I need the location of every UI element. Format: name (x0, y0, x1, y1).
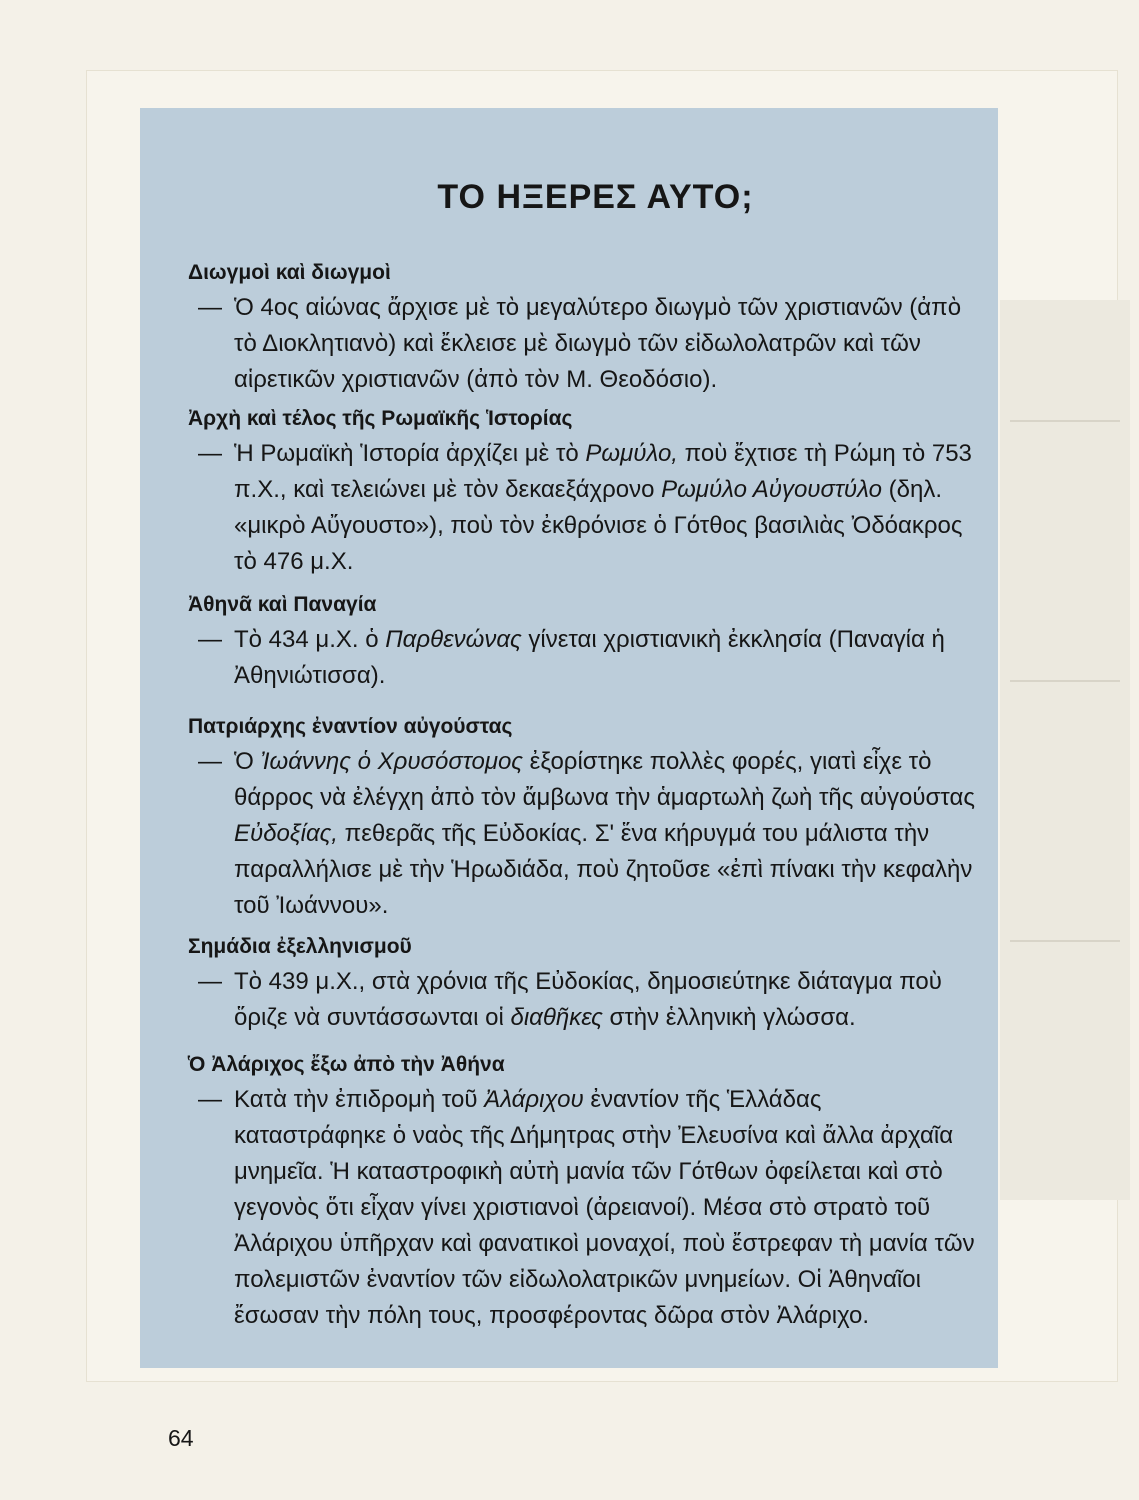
bleed-through-area (1000, 300, 1130, 1200)
section-patriarch (188, 712, 978, 924)
italic-term: Ἰωάννης ὁ Χρυσόστομος (260, 748, 523, 775)
dash-mark: — (198, 440, 222, 467)
page-title: ΤΟ ΗΞΕΡΕΣ ΑΥΤΟ; (437, 178, 754, 216)
dash-mark: — (198, 294, 222, 321)
page-number: 64 (168, 1425, 194, 1451)
bleed-through-line (1010, 420, 1120, 422)
dash-mark: — (198, 626, 222, 653)
section-text: — Ἡ Ρωμαϊκὴ Ἱστορία ἀρχίζει μὲ τὸ Ρωμύλο, ποὺ ἔχτισε τὴ Ρώμη τὸ 753 π.Χ., καὶ τελειώνει μὲ τὸν δεκαεξάχρονο Ρωμύλο Αὐγουστύλο (δηλ. «μικρὸ Αὔγουστο»), ποὺ τὸν ἐκθρόνισε ὁ Γότθος βασιλιὰς Ὀδόακρος τὸ 476 μ.Χ. (188, 436, 978, 580)
section-heading: Σημάδια ἐξελληνισμοῦ (188, 935, 412, 958)
section-text: — Τὸ 434 μ.Χ. ὁ Παρθενώνας γίνεται χριστιανικὴ ἐκκλησία (Παναγία ἡ Ἀθηνιώτισσα). (188, 622, 978, 694)
italic-term: διαθῆκες (510, 1004, 603, 1031)
section-heading: Ἀρχὴ καὶ τέλος τῆς Ρωμαϊκῆς Ἱστορίας (188, 407, 573, 430)
italic-term: Ἀλάριχου (484, 1086, 584, 1113)
bleed-through-line (1010, 680, 1120, 682)
dash-mark: — (198, 748, 222, 775)
section-heading: Ὁ Ἀλάριχος ἔξω ἀπὸ τὴν Ἀθήνα (188, 1053, 505, 1076)
section-roman-history (188, 404, 978, 580)
section-heading: Ἀθηνᾶ καὶ Παναγία (188, 593, 377, 616)
section-heading: Πατριάρχης ἐναντίον αὐγούστας (188, 715, 513, 738)
section-athena-panagia (188, 590, 978, 694)
italic-term: Παρθενώνας (385, 626, 522, 653)
section-alaric (188, 1050, 978, 1334)
section-text: — Ὁ 4ος αἰώνας ἄρχισε μὲ τὸ μεγαλύτερο διωγμὸ τῶν χριστιανῶν (ἀπὸ τὸ Διοκλητιανὸ) καὶ ἔκλεισε μὲ διωγμὸ τῶν εἰδωλολατρῶν καὶ τῶν αἱρετικῶν χριστιανῶν (ἀπὸ τὸν Μ. Θεοδόσιο). (188, 290, 978, 398)
section-hellenization (188, 932, 978, 1036)
section-heading: Διωγμοὶ καὶ διωγμοὶ (188, 261, 391, 284)
bleed-through-line (1010, 940, 1120, 942)
section-text: — Ὁ Ἰωάννης ὁ Χρυσόστομος ἐξορίστηκε πολλὲς φορές, γιατὶ εἶχε τὸ θάρρος νὰ ἐλέγχη ἀπὸ τὸν ἄμβωνα τὴν ἁμαρτωλὴ ζωὴ τῆς αὐγούστας Εὐδοξίας, πεθερᾶς τῆς Εὐδοκίας. Σ' ἕνα κήρυγμά του μάλιστα τὴν παραλλήλισε μὲ τὴν Ἡρωδιάδα, ποὺ ζητοῦσε «ἐπὶ πίνακι τὴν κεφαλὴν τοῦ Ἰωάννου». (188, 744, 978, 924)
section-persecutions (188, 258, 978, 398)
italic-term: Ρωμύλο Αὐγουστύλο (661, 476, 882, 503)
section-text: — Κατὰ τὴν ἐπιδρομὴ τοῦ Ἀλάριχου ἐναντίον τῆς Ἑλλάδας καταστράφηκε ὁ ναὸς τῆς Δήμητρας στὴν Ἐλευσίνα καὶ ἄλλα ἀρχαῖα μνημεῖα. Ἡ καταστροφικὴ αὐτὴ μανία τῶν Γότθων ὀφείλεται καὶ στὸ γεγονὸς ὅτι εἶχαν γίνει χριστιανοὶ (ἀρειανοί). Μέσα στὸ στρατὸ τοῦ Ἀλάριχου ὑπῆρχαν καὶ φανατικοὶ μοναχοί, ποὺ ἔστρεφαν τὴ μανία τῶν πολεμιστῶν ἐναντίον τῶν εἰδωλολατρικῶν μνημείων. Οἱ Ἀθηναῖοι ἔσωσαν τὴν πόλη τους, προσφέροντας δῶρα στὸν Ἀλάριχο. (188, 1082, 978, 1334)
italic-term: Ρωμύλο, (585, 440, 678, 467)
dash-mark: — (198, 968, 222, 995)
section-text: — Τὸ 439 μ.Χ., στὰ χρόνια τῆς Εὐδοκίας, δημοσιεύτηκε διάταγμα ποὺ ὅριζε νὰ συντάσσωνται οἱ διαθῆκες στὴν ἑλληνικὴ γλώσσα. (188, 964, 978, 1036)
italic-term: Εὐδοξίας, (234, 820, 338, 847)
dash-mark: — (198, 1086, 222, 1113)
